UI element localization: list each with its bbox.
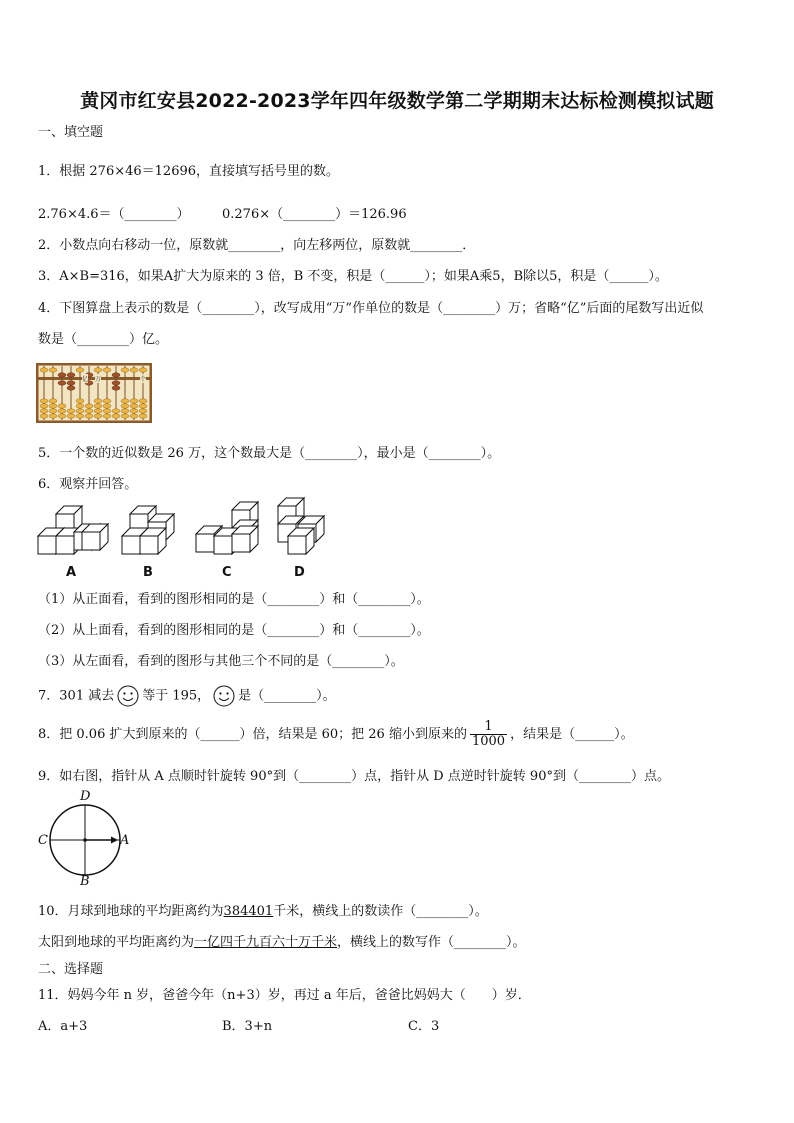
question-6-part-3: （3）从左面看，看到的图形与其他三个不同的是（________）。 [38, 654, 404, 669]
abacus-illustration [36, 363, 152, 423]
abacus-figure [36, 363, 152, 427]
fraction-denominator: 1000 [471, 734, 506, 749]
cube-label-c: C [222, 565, 232, 580]
question-7 [38, 685, 336, 708]
question-8-text-a: 8．把 0.06 扩大到原来的（______）倍，结果是 60；把 26 缩小到原来的 [38, 727, 467, 742]
question-6: 6．观察并回答。 [38, 477, 138, 492]
question-10-number: 384401 [223, 904, 274, 919]
question-10c-number: 一亿四千九百六十万千米 [194, 935, 338, 950]
question-1-part-a: 2.76×4.6＝（________） [38, 207, 190, 222]
section-heading-fill-blank: 一、填空题 [38, 125, 104, 140]
question-10c-text-b: ，横线上的数写作（________）。 [337, 935, 526, 950]
clock-label-a: A [120, 833, 130, 848]
question-10c-text-a: 太阳到地球的平均距离约为 [38, 935, 195, 950]
smiley-face-icon [213, 685, 235, 707]
smiley-face-icon [117, 685, 139, 707]
section-heading-multiple-choice: 二、选择题 [38, 962, 104, 977]
question-9: 9．如右图，指针从 A 点顺时针旋转 90°到（________）点，指针从 D 点逆时针旋转 90°到（________）点。 [38, 769, 670, 784]
clock-label-d: D [80, 789, 91, 804]
question-5: 5．一个数的近似数是 26 万，这个数最大是（________），最小是（________）。 [38, 446, 501, 461]
question-10 [38, 900, 488, 919]
clock-label-b: B [80, 874, 90, 889]
question-11-option-b: B．3+n [222, 1019, 273, 1034]
question-8 [38, 717, 634, 753]
question-11: 11．妈妈今年 n 岁，爸爸今年（n+3）岁，再过 a 年后，爸爸比妈妈大（ ）岁． [38, 988, 531, 1003]
cube-figure-d [278, 498, 324, 554]
question-10-text-a: 10．月球到地球的平均距离约为 [38, 904, 224, 919]
abacus-label-yi: 亿 [82, 376, 89, 383]
question-8-text-b: ，结果是（______）。 [510, 727, 634, 742]
question-6-part-2: （2）从上面看，看到的图形相同的是（________）和（________）。 [38, 623, 430, 638]
question-1-part-b: 0.276×（________）＝126.96 [222, 207, 407, 222]
cube-label-d: D [294, 565, 305, 580]
cube-label-b: B [143, 565, 153, 580]
question-11-option-a: A．a+3 [38, 1019, 88, 1034]
question-10-continued [38, 931, 526, 950]
question-1: 1．根据 276×46＝12696，直接填写括号里的数。 [38, 164, 340, 179]
fraction [470, 720, 507, 749]
question-4-line-1: 4．下图算盘上表示的数是（________），改写成用“万”作单位的数是（________）万；省略“亿”后面的尾数写出近似 [38, 301, 704, 316]
question-4-line-2: 数是（________）亿。 [38, 332, 169, 347]
question-6-part-1: （1）从正面看，看到的图形相同的是（________）和（________）。 [38, 592, 430, 607]
question-3: 3．A×B=316，如果A扩大为原来的 3 倍，B 不变，积是（______）；如果A乘5，B除以5，积是（______）。 [38, 269, 668, 284]
cube-figures [36, 496, 336, 560]
fraction-numerator: 1 [470, 720, 507, 735]
question-11-option-c: C．3 [408, 1019, 440, 1034]
clock-label-c: C [38, 833, 48, 848]
cube-figure-a [38, 506, 108, 554]
question-7-text-a: 7．301 减去 [38, 688, 115, 704]
page-title: 黄冈市红安县2022-2023学年四年级数学第二学期期末达标检测模拟试题 [80, 90, 714, 112]
question-2: 2．小数点向右移动一位，原数就________，向左移两位，原数就________． [38, 238, 476, 253]
abacus-label-ge: 个 [140, 376, 147, 383]
cube-figure-b [122, 506, 174, 554]
question-7-text-c: 是（________）。 [238, 688, 336, 704]
question-7-text-b: 等于 195， [142, 688, 211, 704]
cube-figure-c [196, 502, 258, 554]
question-10-text-b: 千米，横线上的数读作（________）。 [273, 904, 488, 919]
abacus-label-wan: 万 [95, 376, 102, 383]
cube-label-a: A [66, 565, 77, 580]
